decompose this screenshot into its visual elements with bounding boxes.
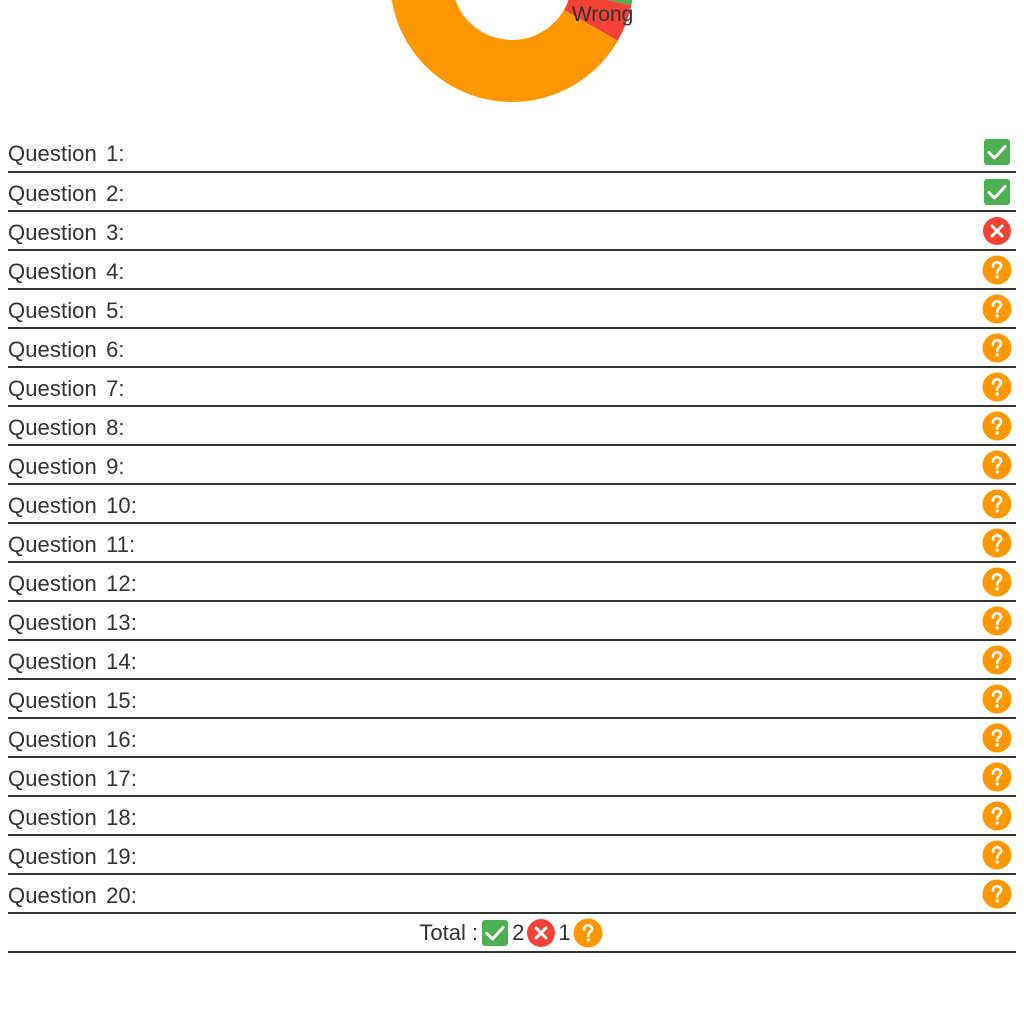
total-label: Total : [419, 919, 479, 945]
question-label: Question 11: [8, 532, 136, 557]
unanswered-question-icon [982, 372, 1012, 402]
question-label: Question 18: [8, 805, 137, 830]
total-row [8, 914, 1016, 953]
question-label: Question 13: [8, 610, 137, 635]
question-label: Question 7: [8, 376, 125, 401]
question-row [8, 641, 1016, 680]
question-row [8, 836, 1016, 875]
question-label: Question 3: [8, 220, 125, 245]
question-row [8, 563, 1016, 602]
question-row [8, 446, 1016, 485]
unanswered-question-icon [982, 567, 1012, 597]
question-label: Question 12: [8, 571, 137, 596]
unanswered-question-icon [982, 645, 1012, 675]
question-label: Question 20: [8, 883, 137, 908]
question-label: Question 14: [8, 649, 137, 674]
question-row [8, 524, 1016, 563]
donut-svg [0, 0, 1024, 110]
wrong-x-icon [526, 918, 556, 948]
right-check-icon [982, 177, 1012, 207]
question-label: Question 8: [8, 415, 125, 440]
unanswered-question-icon [982, 879, 1012, 909]
unanswered-question-icon [982, 723, 1012, 753]
question-label: Question 16: [8, 727, 137, 752]
unanswered-question-icon [982, 294, 1012, 324]
question-row [8, 329, 1016, 368]
question-row [8, 368, 1016, 407]
unanswered-question-icon [982, 411, 1012, 441]
results-donut-chart [0, 0, 1024, 110]
question-row [8, 875, 1016, 914]
question-row [8, 212, 1016, 251]
right-check-icon [982, 137, 1012, 167]
question-row [8, 602, 1016, 641]
unanswered-question-icon [982, 528, 1012, 558]
question-row [8, 485, 1016, 524]
question-list [8, 133, 1016, 953]
wrong-x-icon [982, 216, 1012, 246]
unanswered-question-icon [982, 801, 1012, 831]
unanswered-question-icon [982, 333, 1012, 363]
question-label: Question 19: [8, 844, 137, 869]
question-label: Question 5: [8, 298, 125, 323]
unanswered-question-icon [982, 840, 1012, 870]
question-row [8, 251, 1016, 290]
question-label: Question 1: [8, 141, 125, 166]
question-label: Question 15: [8, 688, 137, 713]
question-row [8, 680, 1016, 719]
question-row [8, 407, 1016, 446]
question-label: Question 4: [8, 259, 125, 284]
unanswered-question-icon [982, 762, 1012, 792]
unanswered-question-icon [982, 489, 1012, 519]
total-wrong-count: 1 [558, 919, 571, 945]
question-label: Question 2: [8, 181, 125, 206]
right-check-icon [480, 918, 510, 948]
unanswered-question-icon [982, 606, 1012, 636]
unanswered-question-icon [982, 255, 1012, 285]
question-label: Question 10: [8, 493, 137, 518]
question-row [8, 719, 1016, 758]
total-right-count: 2 [512, 919, 525, 945]
question-label: Question 9: [8, 454, 125, 479]
question-row [8, 758, 1016, 797]
question-label: Question 17: [8, 766, 137, 791]
question-row [8, 290, 1016, 329]
question-row [8, 797, 1016, 836]
unanswered-question-icon [982, 684, 1012, 714]
unanswered-question-icon [982, 450, 1012, 480]
question-label: Question 6: [8, 337, 125, 362]
question-row [8, 133, 1016, 173]
unanswered-question-icon [573, 918, 603, 948]
donut-label-wrong: Wrong [571, 2, 634, 26]
question-row [8, 173, 1016, 212]
